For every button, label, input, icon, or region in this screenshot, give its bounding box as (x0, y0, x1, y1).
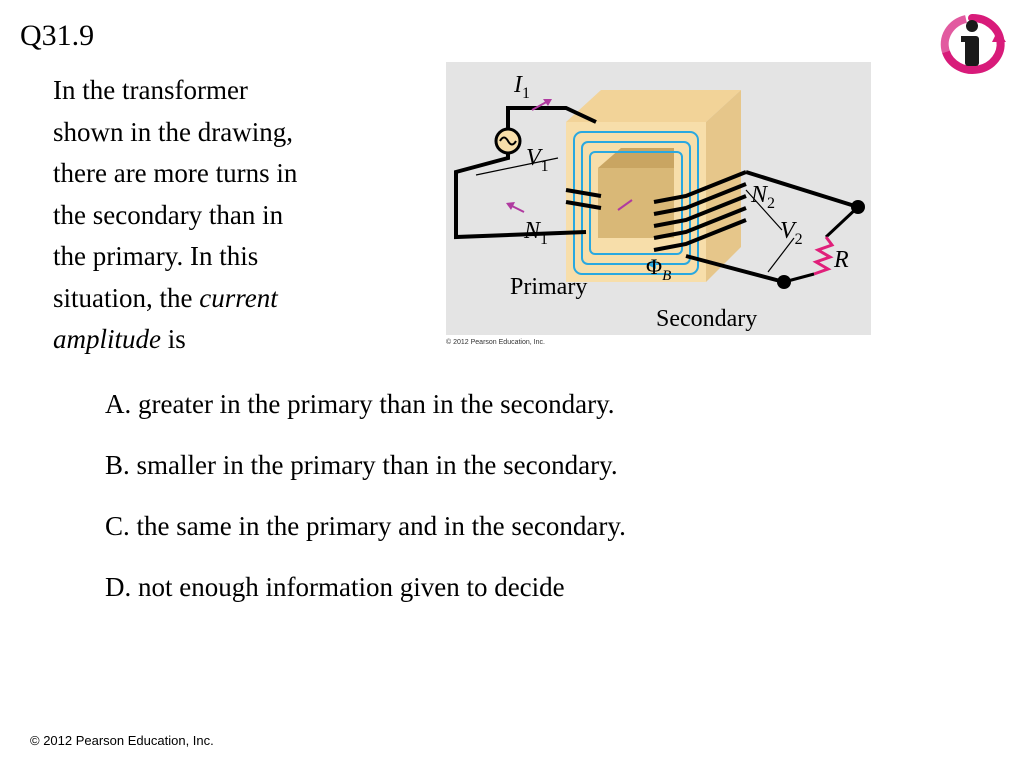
label-v2: $V_2$ (780, 218, 803, 248)
figure-credit: © 2012 Pearson Education, Inc. (446, 339, 545, 346)
terminal-dot (851, 200, 865, 214)
label-r: R (834, 247, 849, 273)
label-primary: Primary (510, 274, 588, 300)
label-i1: $I_1$ (514, 72, 530, 102)
question-fragment: is (161, 324, 186, 354)
label-n2: $N_2$ (751, 182, 776, 212)
label-phi-b: $\Phi_B$ (646, 254, 672, 284)
answer-option-d[interactable]: D. not enough information given to decide (105, 572, 565, 602)
question-line: shown in the drawing, (53, 116, 293, 147)
question-line (53, 278, 393, 320)
answer-option-b[interactable]: B. smaller in the primary than in the secondary. (105, 450, 618, 480)
answer-option-c[interactable]: C. the same in the primary and in the secondary. (105, 511, 626, 541)
question-line (53, 319, 393, 361)
transformer-diagram (446, 62, 871, 335)
terminal-dot (777, 275, 791, 289)
question-line: the primary. In this (53, 241, 259, 271)
question-text (53, 70, 393, 361)
emphasis-text: amplitude (53, 324, 161, 354)
answer-list (105, 386, 626, 630)
label-secondary: Secondary (656, 306, 758, 332)
question-line: there are more turns in (53, 158, 298, 188)
label-v1: $V_1$ (526, 145, 549, 175)
info-person-icon (936, 12, 1008, 76)
emphasis-text: current (199, 282, 278, 313)
slide-number: Q31.9 (20, 19, 95, 52)
question-line: In the transformer (53, 75, 248, 105)
question-fragment: situation, the (53, 282, 200, 313)
question-line: the secondary than in (53, 199, 284, 230)
core-window (598, 168, 674, 238)
label-n1: $N_1$ (524, 218, 549, 248)
copyright-footer: © 2012 Pearson Education, Inc. (30, 733, 214, 748)
answer-option-a[interactable]: A. greater in the primary than in the secondary. (105, 389, 615, 419)
